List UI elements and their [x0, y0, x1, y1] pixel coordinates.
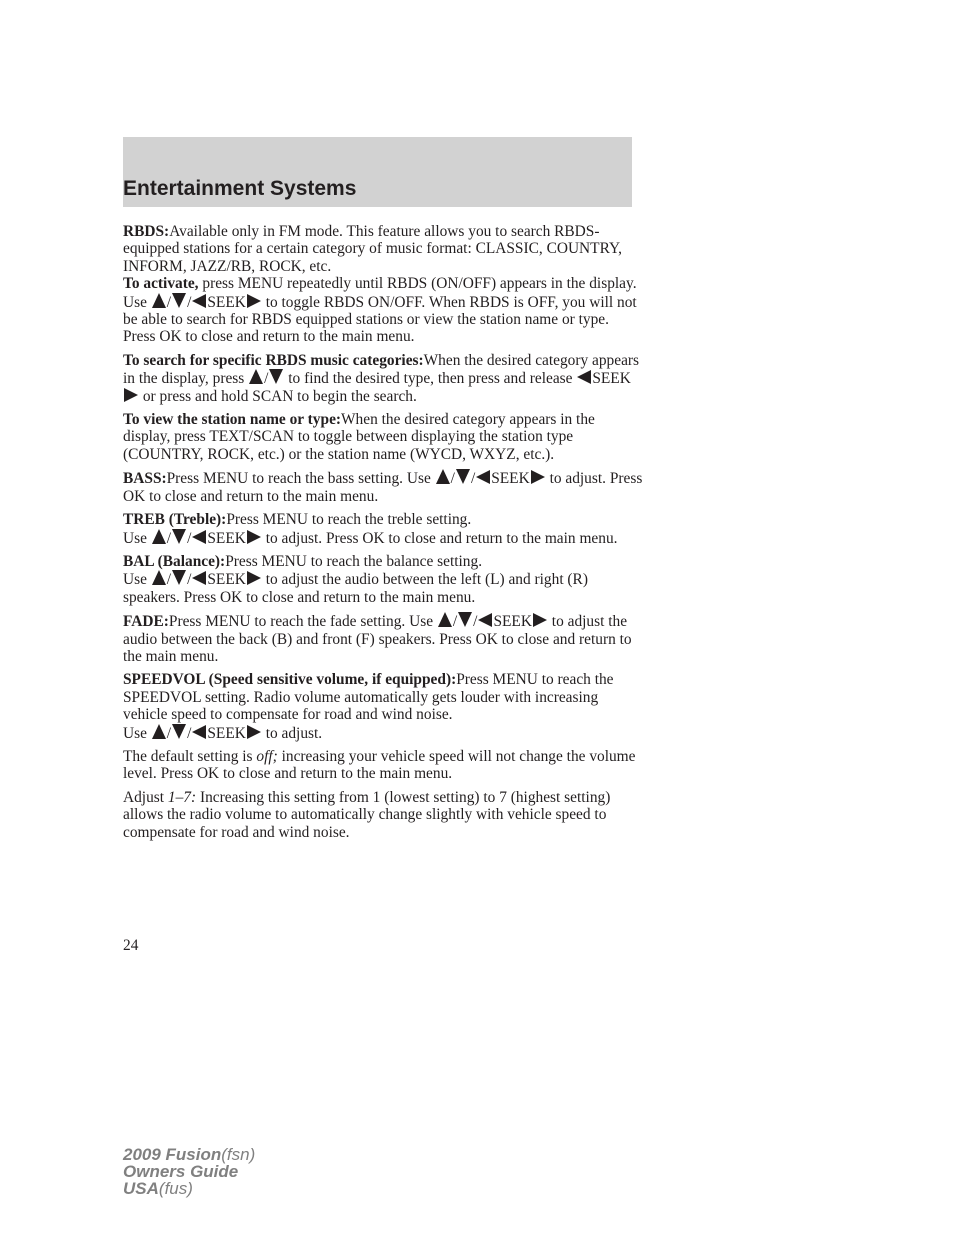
seek-right-icon — [533, 613, 547, 627]
up-arrow-icon — [438, 612, 452, 627]
speedvol-paragraph: SPEEDVOL (Speed sensitive volume, if equipped):Press MENU to reach the SPEEDVOL setting. Radio volume automatically gets louder with increasing vehicle speed to compensate for road and wind noise. Use / / SEEK to adjust. — [123, 671, 614, 742]
seek-left-icon — [192, 294, 206, 308]
seek-left-icon — [192, 725, 206, 739]
footer: 2009 Fusion(fsn) Owners Guide USA(fus) — [123, 1145, 256, 1198]
rbds-paragraph: RBDS:Available only in FM mode. This feature allows you to search RBDS-equipped stations for a certain category of music format: CLASSIC, COUNTRY, INFORM, JAZZ/RB, ROCK, etc. To activate, press MENU repeatedly until RBDS (ON/OFF) appears in the display. Use / / SEEK to toggle RBDS ON/OFF. When RBDS is OFF, you will not be able to search for RBDS equipped stations or view the station name or type. Press OK to close and return to the main menu. — [123, 223, 637, 346]
seek-right-icon — [247, 725, 261, 739]
up-arrow-icon — [436, 469, 450, 484]
search-label: To search for specific RBDS music categories: — [123, 351, 424, 369]
treb-paragraph: TREB (Treble):Press MENU to reach the treble setting. Use / / SEEK to adjust. Press OK to close and return to the main menu. — [123, 511, 618, 547]
seek-left-icon — [192, 571, 206, 585]
bass-label: BASS: — [123, 470, 167, 488]
down-arrow-icon — [172, 724, 186, 739]
seek-right-icon — [247, 571, 261, 585]
seek-right-icon — [124, 388, 138, 402]
manual-content — [123, 223, 643, 847]
down-arrow-icon — [458, 612, 472, 627]
rbds-label: RBDS: — [123, 223, 170, 240]
down-arrow-icon — [269, 369, 283, 384]
activate-label: To activate, — [123, 275, 199, 293]
view-label: To view the station name or type: — [123, 411, 342, 429]
seek-right-icon — [247, 530, 261, 544]
up-arrow-icon — [152, 724, 166, 739]
seek-left-icon — [478, 613, 492, 627]
page-title: Entertainment Systems — [123, 177, 357, 200]
seek-left-icon — [192, 530, 206, 544]
seek-left-icon — [476, 470, 490, 484]
up-arrow-icon — [152, 529, 166, 544]
seek-left-icon — [577, 370, 591, 384]
down-arrow-icon — [456, 469, 470, 484]
seek-right-icon — [531, 470, 545, 484]
fade-label: FADE: — [123, 613, 169, 631]
down-arrow-icon — [172, 293, 186, 308]
treb-label: TREB (Treble): — [123, 511, 227, 529]
search-paragraph: To search for specific RBDS music categories:When the desired category appears in the display, press / to find the desired type, then press and release SEEK or press and hold SCAN to begin the search. — [123, 351, 640, 405]
bass-paragraph: BASS:Press MENU to reach the bass setting. Use / / SEEK to adjust. Press OK to close and return to the main menu. — [123, 470, 643, 505]
bal-label: BAL (Balance): — [123, 552, 226, 570]
bal-paragraph: BAL (Balance):Press MENU to reach the balance setting. Use / / SEEK to adjust the audio between the left (L) and right (R) speakers. Press OK to close and return to the main menu. — [123, 552, 588, 606]
adjust-paragraph: Adjust 1–7: Increasing this setting from 1 (lowest setting) to 7 (highest setting) allows the radio volume to automatically change slightly with vehicle speed to compensate for road and wind noise. — [123, 788, 611, 841]
page-number: 24 — [123, 937, 139, 954]
up-arrow-icon — [249, 369, 263, 384]
up-arrow-icon — [152, 570, 166, 585]
view-paragraph: To view the station name or type:When the desired category appears in the display, press TEXT/SCAN to toggle between displaying the station type (COUNTRY, ROCK, etc.) or the station name (WYCD, WXYZ, etc.). — [123, 411, 595, 463]
fade-paragraph: FADE:Press MENU to reach the fade setting. Use / / SEEK to adjust the audio between the back (B) and front (F) speakers. Press OK to close and return to the main menu. — [123, 613, 632, 665]
up-arrow-icon — [152, 293, 166, 308]
seek-right-icon — [247, 294, 261, 308]
speedvol-label: SPEEDVOL (Speed sensitive volume, if equipped): — [123, 671, 457, 689]
default-paragraph: The default setting is off; increasing your vehicle speed will not change the volume level. Press OK to close and return to the main menu. — [123, 747, 636, 783]
down-arrow-icon — [172, 570, 186, 585]
down-arrow-icon — [172, 529, 186, 544]
